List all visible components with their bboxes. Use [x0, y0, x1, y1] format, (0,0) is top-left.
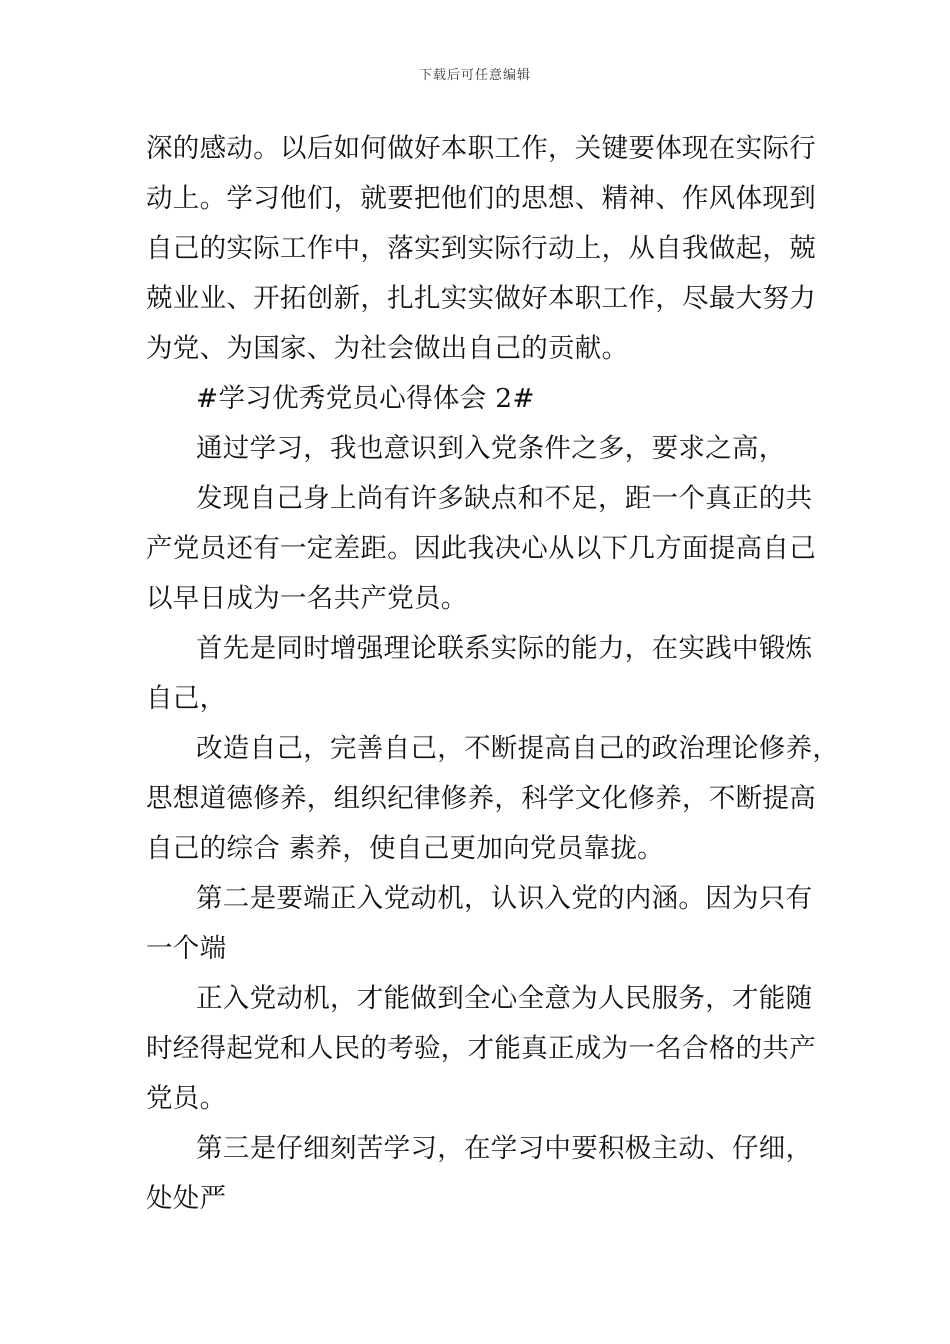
text-line: 自己的综合 素养，使自己更加向党员靠拢。: [146, 833, 664, 864]
text-line: 通过学习，我也意识到入党条件之多，要求之高，: [196, 433, 786, 464]
text-line: 正入党动机，才能做到全心全意为人民服务，才能随: [196, 983, 813, 1014]
document-body: [146, 124, 840, 1224]
text-line: 兢业业、开拓创新，扎扎实实做好本职工作，尽最大努力: [146, 283, 816, 314]
text-line: 产党员还有一定差距。因此我决心从以下几方面提高自己: [146, 533, 816, 564]
text-line: 深的感动。以后如何做好本职工作，关键要体现在实际行: [146, 133, 816, 164]
text-line: 一个端: [146, 933, 227, 964]
text-line: 思想道德修养，组织纪律修养，科学文化修养，不断提高: [146, 783, 816, 814]
text-line: 党员。: [146, 1083, 227, 1114]
text-line: 自己的实际工作中，落实到实际行动上，从自我做起，兢: [146, 233, 816, 264]
section-heading: #学习优秀党员心得体会 2#: [196, 383, 535, 414]
text-line: 第二是要端正入党动机，认识入党的内涵。因为只有: [196, 883, 813, 914]
text-line: 动上。学习他们，就要把他们的思想、精神、作风体现到: [146, 183, 816, 214]
text-line: 改造自己，完善自己，不断提高自己的政治理论修养，: [196, 733, 840, 764]
text-line: 为党、为国家、为社会做出自己的贡献。: [146, 333, 629, 364]
text-line: 时经得起党和人民的考验，才能真正成为一名合格的共产: [146, 1033, 816, 1064]
text-line: 第三是仔细刻苦学习，在学习中要积极主动、仔细，: [196, 1133, 813, 1164]
text-line: 以早日成为一名共产党员。: [146, 583, 468, 614]
page-header: 下载后可任意编辑: [418, 68, 531, 83]
text-line: 自己，: [146, 683, 227, 714]
text-line: 处处严: [146, 1183, 227, 1214]
text-line: 发现自己身上尚有许多缺点和不足，距一个真正的共: [196, 483, 813, 514]
text-line: 首先是同时增强理论联系实际的能力，在实践中锻炼: [196, 633, 813, 664]
